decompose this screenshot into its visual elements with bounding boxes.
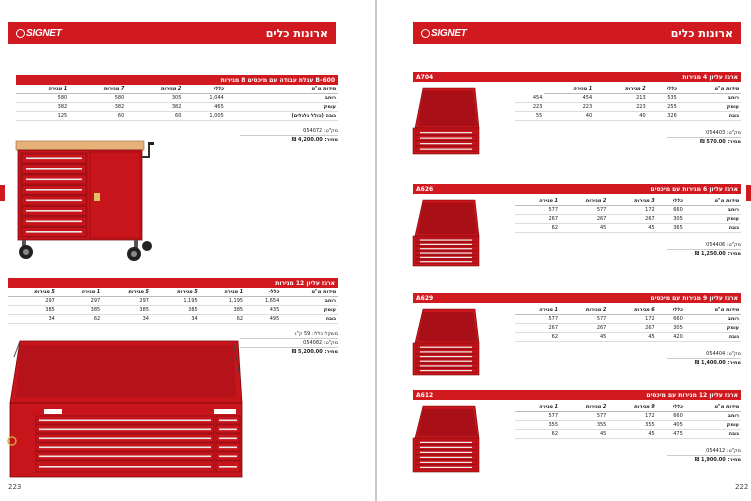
- table-cell: 223: [544, 103, 594, 112]
- table-cell: 475: [657, 430, 685, 439]
- product-heading: ארגז עליון 4 מגירות: [682, 73, 738, 81]
- row-label: רוחב: [685, 315, 741, 324]
- product-catalog: מק"ט: 054403: [667, 129, 741, 138]
- row-label: רוחב: [685, 412, 741, 421]
- table-cell: 1,654: [245, 297, 281, 306]
- product-spec-wrap: [515, 197, 741, 233]
- column-header: 2 מגירות: [126, 85, 183, 94]
- table-cell: 45: [608, 224, 656, 233]
- table-row: [515, 430, 741, 439]
- table-cell: 62: [515, 224, 560, 233]
- product-spec-wrap: [515, 306, 741, 342]
- table-row: [515, 333, 741, 342]
- product-code: A629: [416, 294, 434, 302]
- right-page-number: 222: [735, 483, 749, 491]
- table-cell: 305: [126, 94, 183, 103]
- table-cell: 385: [57, 306, 102, 315]
- table-cell: 62: [515, 430, 560, 439]
- column-header: 5 מגירות: [8, 288, 57, 297]
- table-cell: 1,195: [151, 297, 200, 306]
- table-cell: 34: [151, 315, 200, 324]
- product-heading: ארגז עליון 9 מגירות עם מיכסים: [650, 294, 738, 302]
- table-cell: 454: [544, 94, 594, 103]
- left-side-tab: [0, 185, 5, 201]
- column-header: 9 מגירות: [608, 403, 656, 412]
- product-section-header: [413, 293, 741, 303]
- column-header: מידות מ"מ: [281, 288, 338, 297]
- product-catalog: מק"ט: 054406: [667, 241, 741, 250]
- table-cell: 577: [560, 206, 608, 215]
- chest12-meta: [240, 330, 338, 356]
- logo-text: SIGNET: [431, 27, 467, 39]
- table-row: [8, 297, 338, 306]
- product-spec-table: [515, 306, 741, 342]
- product-spec-wrap: [515, 403, 741, 439]
- table-cell: 267: [515, 324, 560, 333]
- product-section-header: [413, 184, 741, 194]
- table-cell: 326: [648, 112, 679, 121]
- product-image: [411, 86, 483, 158]
- page-title: ארונות כלים: [265, 26, 328, 40]
- row-label: גובה: [685, 430, 741, 439]
- product-section: [413, 184, 741, 194]
- product-meta: [667, 129, 741, 146]
- trolley-price: מחיר: 4,200.00 ₪: [291, 137, 338, 143]
- table-cell: 580: [69, 94, 126, 103]
- row-label: רוחב: [281, 297, 338, 306]
- row-label: רוחב: [679, 94, 741, 103]
- table-cell: 454: [515, 94, 544, 103]
- table-cell: 305: [657, 215, 685, 224]
- product-section-header: [413, 390, 741, 400]
- table-cell: 267: [608, 215, 656, 224]
- column-header: כללי: [657, 403, 685, 412]
- table-cell: 382: [16, 103, 69, 112]
- chest12-weight: משקל כללי: 59 ק"ג: [240, 330, 338, 339]
- table-cell: 267: [515, 215, 560, 224]
- table-cell: 55: [515, 112, 544, 121]
- table-cell: 355: [515, 421, 560, 430]
- table-row: [8, 315, 338, 324]
- table-cell: 62: [200, 315, 245, 324]
- table-cell: 495: [245, 315, 281, 324]
- left-header-bar: [8, 22, 336, 44]
- signet-logo: [16, 28, 61, 39]
- table-cell: 660: [657, 412, 685, 421]
- table-cell: 385: [8, 306, 57, 315]
- table-cell: 267: [608, 324, 656, 333]
- table-cell: 60: [69, 112, 126, 121]
- table-row: [515, 215, 741, 224]
- row-label: גובה: [685, 333, 741, 342]
- table-cell: 1,195: [200, 297, 245, 306]
- table-cell: 577: [515, 315, 560, 324]
- table-cell: 297: [8, 297, 57, 306]
- table-cell: 34: [8, 315, 57, 324]
- row-label: עומק: [281, 306, 338, 315]
- column-header: 7 מגירות: [69, 85, 126, 94]
- column-header: 1 מגירה: [515, 403, 560, 412]
- product-meta: [667, 241, 741, 258]
- table-cell: 1,005: [183, 112, 225, 121]
- left-page: [0, 0, 375, 501]
- signet-logo: [421, 28, 466, 39]
- row-label: עומק: [226, 103, 338, 112]
- table-row: [515, 224, 741, 233]
- table-cell: 62: [57, 315, 102, 324]
- page-title: ארונות כלים: [670, 26, 733, 40]
- table-cell: 297: [57, 297, 102, 306]
- table-cell: 40: [594, 112, 647, 121]
- product-image: [411, 404, 483, 476]
- table-row: [16, 112, 338, 121]
- product-heading: ארגז עליון 6 מגירות עם מיכסים: [650, 185, 738, 193]
- row-label: גובה: [679, 112, 741, 121]
- column-header: 1 מגירה: [544, 85, 594, 94]
- column-header: מידות מ"מ: [685, 197, 741, 206]
- product-image: [411, 198, 483, 270]
- table-cell: 172: [608, 315, 656, 324]
- column-header: 1 מגירה: [515, 306, 560, 315]
- trolley-catalog: מק"ט: 054072: [240, 127, 338, 136]
- row-label: עומק: [685, 215, 741, 224]
- row-label: רוחב: [226, 94, 338, 103]
- table-cell: 40: [544, 112, 594, 121]
- column-header: כללי: [657, 306, 685, 315]
- chest12-catalog: מק"ט: 054082: [240, 339, 338, 348]
- product-meta: [667, 350, 741, 367]
- column-header: 2 מגירות: [560, 403, 608, 412]
- column-header: 1 מגירה: [200, 288, 245, 297]
- product-code: A626: [416, 185, 434, 193]
- right-side-tab: [746, 185, 751, 201]
- table-row: [515, 206, 741, 215]
- right-page: [377, 0, 751, 501]
- trolley-meta: [240, 127, 338, 144]
- column-header: מידות מ"מ: [679, 85, 741, 94]
- signet-logo-icon: [16, 29, 25, 38]
- table-cell: 267: [560, 215, 608, 224]
- product-spec-table: [515, 85, 741, 121]
- table-row: [16, 103, 338, 112]
- product-price: מחיר: 1,250.00 ₪: [694, 251, 741, 257]
- chest12-heading: ארגז עליון 12 מגירות: [275, 279, 335, 287]
- column-header: 1 מגירה: [16, 85, 69, 94]
- column-header: 1 מגירה: [57, 288, 102, 297]
- table-cell: 45: [560, 224, 608, 233]
- product-spec-table: [515, 197, 741, 233]
- table-cell: 355: [608, 421, 656, 430]
- column-header: כללי: [648, 85, 679, 94]
- product-catalog: מק"ט: 054412: [667, 447, 741, 456]
- table-cell: 405: [657, 421, 685, 430]
- product-section-header: [413, 72, 741, 82]
- column-header: כללי: [657, 197, 685, 206]
- table-cell: 355: [560, 421, 608, 430]
- table-cell: 382: [69, 103, 126, 112]
- column-header: 3 מגירות: [608, 197, 656, 206]
- table-cell: 465: [183, 103, 225, 112]
- table-cell: 385: [151, 306, 200, 315]
- row-label: עומק: [685, 421, 741, 430]
- table-cell: 385: [200, 306, 245, 315]
- row-label: עומק: [679, 103, 741, 112]
- chest12-price: מחיר: 5,200.00 ₪: [291, 349, 338, 355]
- product-section: [413, 72, 741, 82]
- table-cell: 435: [245, 306, 281, 315]
- table-cell: 62: [515, 333, 560, 342]
- product-meta: [667, 447, 741, 464]
- chest12-section: [8, 278, 338, 324]
- table-cell: 382: [126, 103, 183, 112]
- table-cell: 580: [16, 94, 69, 103]
- table-cell: 60: [126, 112, 183, 121]
- table-cell: 45: [560, 333, 608, 342]
- table-cell: 577: [560, 412, 608, 421]
- table-cell: 365: [657, 224, 685, 233]
- table-cell: 223: [594, 103, 647, 112]
- table-row: [515, 94, 741, 103]
- column-header: 5 מגירות: [102, 288, 151, 297]
- table-cell: 45: [608, 333, 656, 342]
- table-row: [8, 306, 338, 315]
- table-cell: 420: [657, 333, 685, 342]
- column-header: 5 מגירות: [151, 288, 200, 297]
- table-cell: 223: [515, 103, 544, 112]
- column-header: 2 מגירות: [560, 306, 608, 315]
- chest12-image: [6, 337, 246, 479]
- table-cell: 125: [16, 112, 69, 121]
- trolley-spec-table: [16, 85, 338, 121]
- chest12-section-header: [8, 278, 338, 288]
- table-row: [515, 112, 741, 121]
- row-label: רוחב: [685, 206, 741, 215]
- table-cell: 172: [608, 206, 656, 215]
- column-header: מידות מ"מ: [685, 403, 741, 412]
- column-header: כללי: [183, 85, 225, 94]
- column-header: 6 מגירות: [608, 306, 656, 315]
- signet-logo-icon: [421, 29, 430, 38]
- column-header: מידות מ"מ: [685, 306, 741, 315]
- product-heading: ארגז עליון 12 מגירות עם מיכסים: [646, 391, 738, 399]
- table-row: [515, 324, 741, 333]
- chest12-spec-table: [8, 288, 338, 324]
- column-header: 2 מגירות: [594, 85, 647, 94]
- trolley-section: [16, 75, 338, 121]
- product-price: מחיר: 1,400.00 ₪: [694, 360, 741, 366]
- row-label: גובה: [685, 224, 741, 233]
- column-header: מידות מ"מ: [226, 85, 338, 94]
- table-cell: 305: [657, 324, 685, 333]
- product-price: מחיר: 1,900.00 ₪: [694, 457, 741, 463]
- product-catalog: מק"ט: 054404: [667, 350, 741, 359]
- table-cell: 577: [560, 315, 608, 324]
- table-row: [515, 103, 741, 112]
- product-code: A612: [416, 391, 434, 399]
- logo-text: SIGNET: [26, 27, 62, 39]
- table-cell: 1,044: [183, 94, 225, 103]
- product-section: [413, 390, 741, 400]
- table-cell: 172: [608, 412, 656, 421]
- column-header: 2 מגירות: [560, 197, 608, 206]
- row-label: גובה (כולל גלגלים): [226, 112, 338, 121]
- product-image: [411, 307, 483, 379]
- table-cell: 660: [657, 315, 685, 324]
- table-row: [515, 315, 741, 324]
- product-price: מחיר: 570.00 ₪: [700, 139, 741, 145]
- product-section: [413, 293, 741, 303]
- table-cell: 255: [648, 103, 679, 112]
- table-cell: 34: [102, 315, 151, 324]
- table-row: [16, 94, 338, 103]
- table-cell: 535: [648, 94, 679, 103]
- product-code: A704: [416, 73, 434, 81]
- column-header: 1 מגירה: [515, 197, 560, 206]
- column-header: כללי: [245, 288, 281, 297]
- table-cell: 577: [515, 206, 560, 215]
- right-header-bar: [413, 22, 741, 44]
- table-cell: 45: [608, 430, 656, 439]
- left-page-number: 223: [8, 483, 22, 491]
- table-cell: 213: [594, 94, 647, 103]
- table-cell: 577: [515, 412, 560, 421]
- table-row: [515, 412, 741, 421]
- table-cell: 45: [560, 430, 608, 439]
- table-cell: 660: [657, 206, 685, 215]
- table-row: [515, 421, 741, 430]
- row-label: עומק: [685, 324, 741, 333]
- trolley-section-header: [16, 75, 338, 85]
- table-cell: 267: [560, 324, 608, 333]
- trolley-image: [14, 138, 159, 266]
- table-cell: 385: [102, 306, 151, 315]
- product-spec-table: [515, 403, 741, 439]
- table-cell: 297: [102, 297, 151, 306]
- row-label: גובה: [281, 315, 338, 324]
- trolley-heading: עגלת עבודה עם מיכסים 8 מגירות B-600: [220, 76, 335, 84]
- product-spec-wrap: [515, 85, 741, 121]
